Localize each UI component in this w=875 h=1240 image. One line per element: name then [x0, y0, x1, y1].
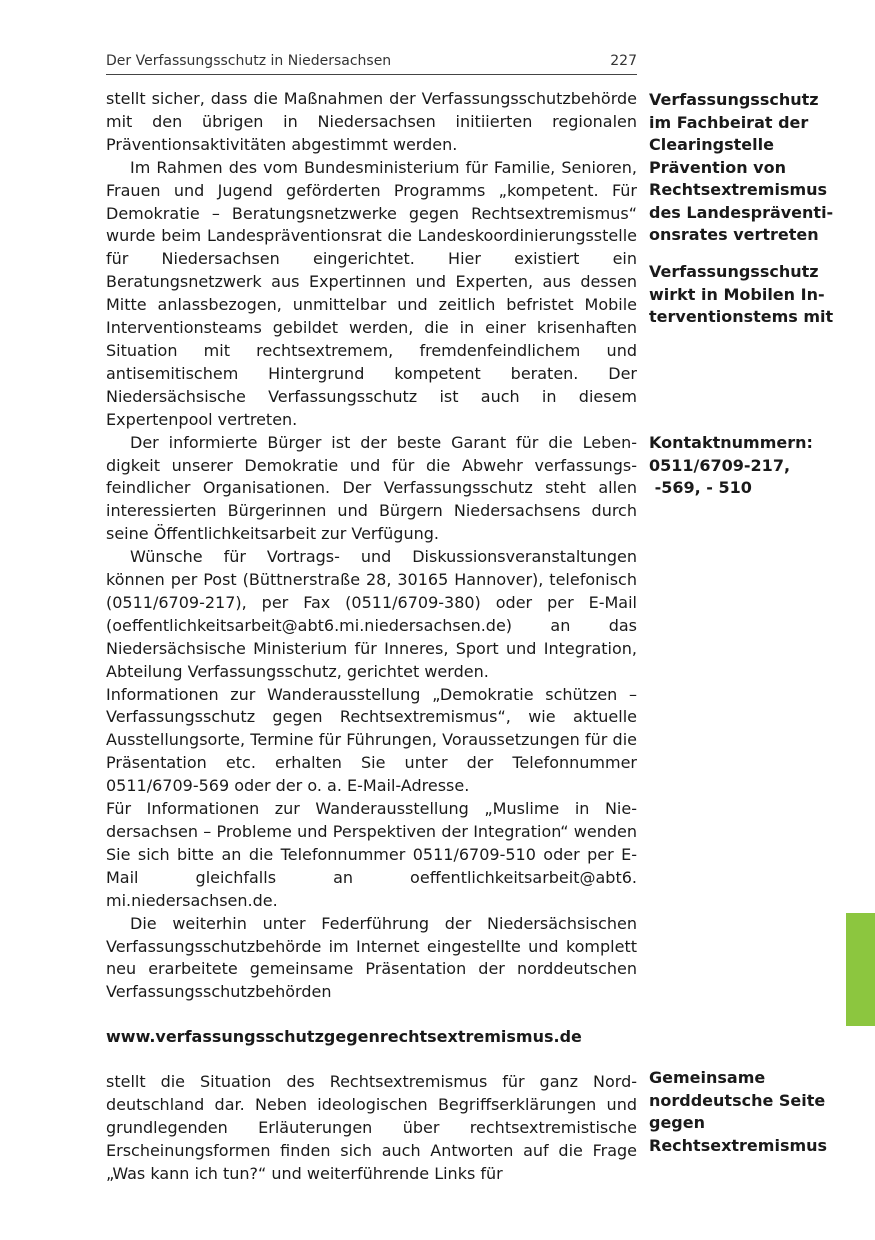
sidenote-line: Verfassungsschutz	[649, 90, 819, 109]
sidenote-mobile-teams	[649, 261, 839, 329]
paragraph: Für Informationen zur Wanderausstellung „Muslime in Niedersachsen – Probleme und Perspektiven der Integration“ wenden Sie sich bitte an die Telefonnummer 0511/6709-510 oder per E-Mail gleichfalls an oeffentlichkeitsarbeit@abt6. mi.niedersachsen.de.	[106, 799, 637, 910]
chapter-tab-marker	[846, 913, 875, 1026]
website-url: www.verfassungsschutzgegenrechtsextremismus.de	[106, 1027, 582, 1047]
sidenote-line: Gemeinsame	[649, 1068, 766, 1087]
sidenote-line: -569, - 510	[649, 478, 752, 497]
sidenote-line: Prävention von	[649, 157, 786, 177]
body-text	[106, 88, 637, 1186]
sidenote-line: norddeutsche Seite	[649, 1090, 826, 1110]
running-header	[106, 52, 637, 75]
paragraph: Wünsche für Vortrags- und Diskussionsveranstaltungen können per Post (Büttnerstraße 28, 30165 Hannover), telefonisch (0511/6709-217), per Fax (0511/6709-380) oder per E-Mail (oeffentlichkeitsarbeit@abt6.mi.niedersachsen.de) an das Niedersächsische Ministerium für Inneres, Sport und Integration, Abteilung Verfassungsschutz, gerichtet werden.	[106, 547, 637, 681]
sidenote-line: Verfassungsschutz	[649, 262, 819, 281]
paragraph: Im Rahmen des vom Bundesministerium für Familie, Senioren, Frauen und Jugend geförderten Programms „kompetent. Für Demokratie – Beratungsnetzwerke gegen Rechtsextremismus“ wurde beim Landespräventionsrat die Landeskoordinierungsstelle für Niedersachsen eingerichtet. Hier existiert ein Beratungsnetzwerk aus Expertinnen und Experten, aus dessen Mitte anlassbezogen, unmittelbar und zeitlich befristet Mobile Interventionsteams gebildet werden, die in einer krisenhaften Situation mit rechtsextremem, fremdenfeindlichem und antisemitischem Hintergrund kompetent beraten. Der Niedersächsische Verfassungsschutz ist auch in diesem Expertenpool vertreten.	[106, 157, 637, 429]
paragraph: stellt sicher, dass die Maßnahmen der Verfassungsschutzbehörde mit den übrigen in Niedersachsen initiierten regionalen Präventionsaktivitäten abgestimmt werden.	[106, 89, 637, 154]
sidenote-line: onsrates vertreten	[649, 225, 819, 244]
sidenote-norddeutsche-seite	[649, 1067, 839, 1157]
sidenote-line: Kontaktnummern:	[649, 433, 813, 452]
sidenote-line: im Fachbeirat der	[649, 112, 809, 132]
sidenote-line: Clearingstelle	[649, 135, 774, 154]
paragraph: Der informierte Bürger ist der beste Garant für die Lebendigkeit unserer Demokratie und für die Abwehr verfassungsfeindlicher Organisationen. Der Verfassungsschutz steht allen interessierten Bürgerinnen und Bürgern Niedersachsens durch seine Öffentlichkeitsarbeit zur Verfügung.	[106, 432, 637, 544]
sidenote-line: terventionstems mit	[649, 307, 834, 326]
sidenote-line: des Landespräventi-	[649, 202, 834, 222]
page-number: 227	[610, 53, 637, 69]
sidenote-line: Rechtsextremismus	[649, 180, 828, 199]
paragraph: stellt die Situation des Rechtsextremismus für ganz Norddeutschland dar. Neben ideologischen Begriffserklärungen und grundlegenden Erläuterungen über rechtsextremistische Erscheinungsformen finden sich auch Antworten auf die Frage „Was kann ich tun?“ und weiterführende Links für	[106, 1072, 637, 1183]
sidenote-contact-numbers	[649, 432, 839, 500]
header-title: Der Verfassungsschutz in Niedersachsen	[106, 53, 392, 69]
sidenote-line: wirkt in Mobilen In-	[649, 284, 825, 304]
sidenote-line: Rechtsextremismus	[649, 1135, 828, 1155]
paragraph: Die weiterhin unter Federführung der Niedersächsischen Verfassungsschutzbehörde im Internet eingestellte und komplett neu erarbeitete gemeinsame Präsentation der norddeutschen Verfassungsschutzbehörden	[106, 913, 637, 1002]
sidenote-fachbeirat	[649, 89, 839, 247]
paragraph: Informationen zur Wanderausstellung „Demokratie schützen – Verfassungsschutz gegen Rechtsextremismus“, wie aktuelle Ausstellungsorte, Termine für Führungen, Voraussetzungen für die Präsentation etc. erhalten Sie unter der Telefonnummer 0511/6709-569 oder der o. a. E-Mail-Adresse.	[106, 684, 637, 796]
sidenote-line: 0511/6709-217,	[649, 455, 791, 475]
sidenote-line: gegen	[649, 1113, 705, 1132]
